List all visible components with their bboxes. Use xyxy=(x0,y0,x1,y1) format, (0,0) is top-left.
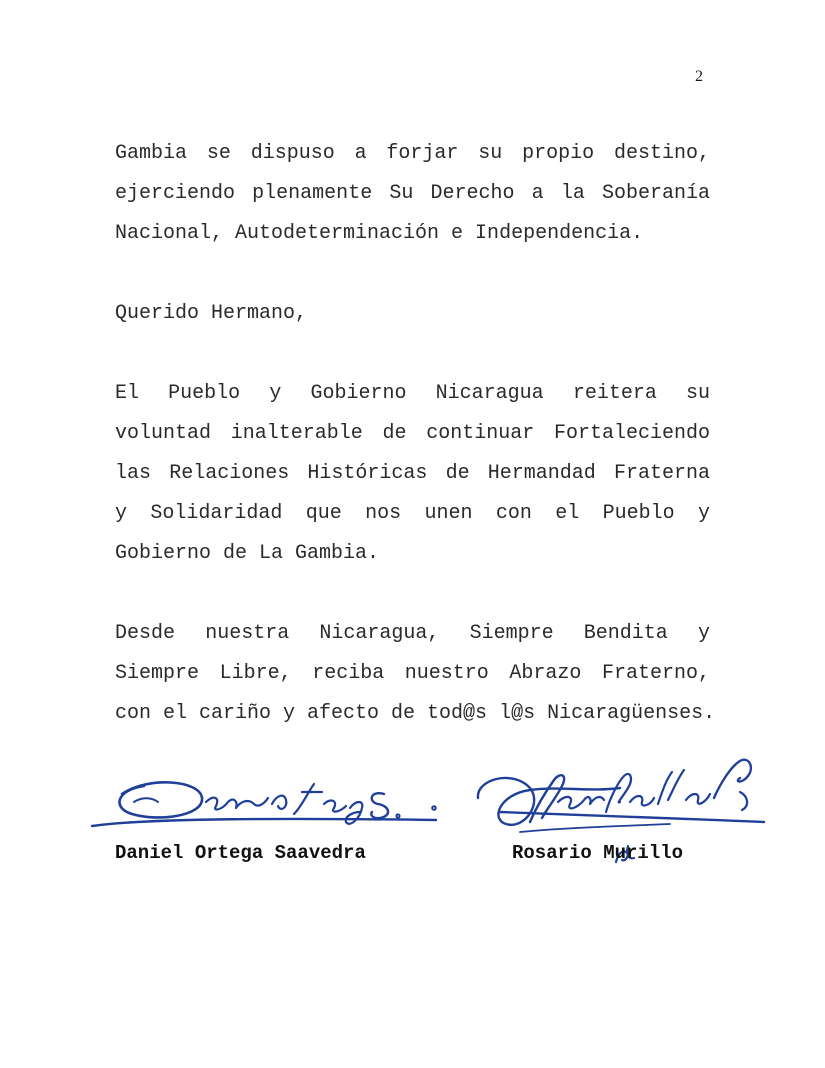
paragraph-line: y Solidaridad que nos unen con el Pueblo y xyxy=(115,502,710,525)
paragraph-line: con el cariño y afecto de tod@s l@s Nicaragüenses. xyxy=(115,702,716,725)
paragraph-line: El Pueblo y Gobierno Nicaragua reitera su xyxy=(115,382,710,405)
signer-name-ortega: Daniel Ortega Saavedra xyxy=(115,842,366,864)
page-number: 2 xyxy=(695,68,703,85)
paragraph-line: voluntad inalterable de continuar Fortaleciendo xyxy=(115,422,710,445)
body-paragraph-3 xyxy=(115,614,716,734)
paragraph-line: Nacional, Autodeterminación e Independencia. xyxy=(115,222,644,245)
signature-murillo xyxy=(470,752,770,848)
body-paragraph-1 xyxy=(115,134,710,254)
paragraph-line: Desde nuestra Nicaragua, Siempre Bendita y xyxy=(115,622,710,645)
greeting-line: Querido Hermano, xyxy=(115,302,308,325)
greeting xyxy=(115,294,710,334)
paragraph-line: Gambia se dispuso a forjar su propio destino, xyxy=(115,142,710,165)
paragraph-line: ejerciendo plenamente Su Derecho a la Soberanía xyxy=(115,182,710,205)
body-paragraph-2 xyxy=(115,374,710,574)
paragraph-line: Gobierno de La Gambia. xyxy=(115,542,380,565)
paragraph-line: Siempre Libre, reciba nuestro Abrazo Fraterno, xyxy=(115,662,710,685)
signer-name-murillo: Rosario Murillo xyxy=(512,842,684,864)
paragraph-line: las Relaciones Históricas de Hermandad Fraterna xyxy=(115,462,710,485)
signature-ortega xyxy=(88,768,443,838)
